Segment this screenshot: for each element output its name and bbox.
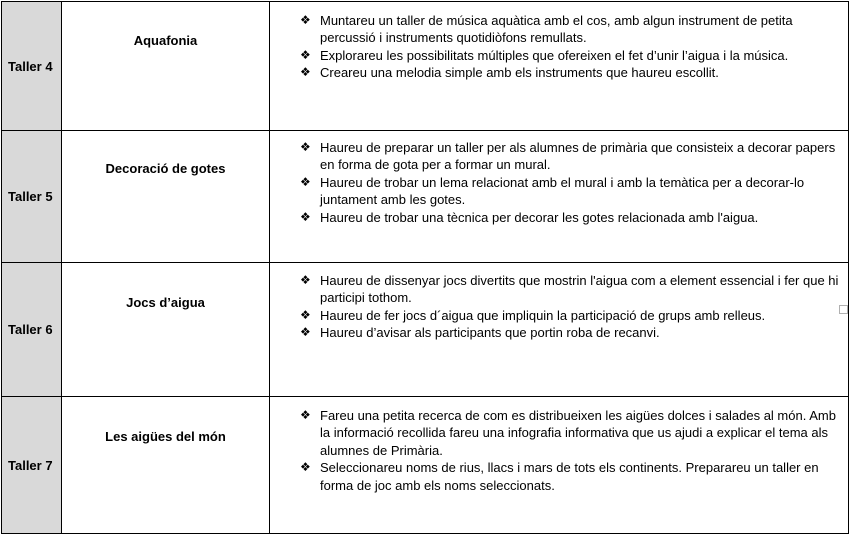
list-item xyxy=(300,407,842,459)
bullet-text: Muntareu un taller de música aquàtica amb el cos, amb algun instrument de petita percussió i instruments quotidiòfons remullats. xyxy=(320,13,793,46)
diamond-bullet-icon: ❖ xyxy=(300,325,311,340)
workshop-id: Taller 7 xyxy=(2,397,62,534)
workshop-title: Jocs d’aigua xyxy=(62,263,270,397)
bullet-text: Haureu de preparar un taller per als alumnes de primària que consisteix a decorar papers en forma de gota per a formar un mural. xyxy=(320,140,836,173)
diamond-bullet-icon: ❖ xyxy=(300,174,311,189)
bullet-list xyxy=(300,139,842,226)
workshop-title: Les aigües del món xyxy=(62,397,270,534)
bullet-text: Haureu de trobar un lema relacionat amb el mural i amb la temàtica per a decorar-lo juntament amb les gotes. xyxy=(320,174,805,208)
workshop-id: Taller 5 xyxy=(2,131,62,263)
bullet-text: Fareu una petita recerca de com es distribueixen les aigües dolces i salades al món. Amb la informació recollida fareu una infografia informativa que us ajudi a explicar el tema als alumnes de Primària. xyxy=(320,408,836,458)
list-item xyxy=(300,307,842,324)
table-row xyxy=(2,2,849,131)
list-item xyxy=(300,324,842,341)
diamond-bullet-icon: ❖ xyxy=(300,209,311,224)
diamond-bullet-icon: ❖ xyxy=(300,408,311,422)
bullet-list xyxy=(300,12,842,82)
list-item xyxy=(300,139,842,174)
bullet-text: Seleccionareu noms de rius, llacs i mars de tots els continents. Preparareu un taller en forma de joc amb els noms seleccionats. xyxy=(320,460,819,493)
workshop-description xyxy=(270,263,849,397)
workshop-id: Taller 4 xyxy=(2,2,62,131)
bullet-text: Haureu de trobar una tècnica per decorar les gotes relacionada amb l'aigua. xyxy=(320,209,759,225)
workshop-table xyxy=(1,1,849,534)
diamond-bullet-icon: ❖ xyxy=(300,65,311,80)
workshop-title: Aquafonia xyxy=(62,2,270,131)
list-item xyxy=(300,459,842,494)
workshop-description xyxy=(270,131,849,263)
list-item xyxy=(300,174,842,209)
table-row xyxy=(2,131,849,263)
diamond-bullet-icon: ❖ xyxy=(300,273,311,287)
bullet-list xyxy=(300,272,842,342)
diamond-bullet-icon: ❖ xyxy=(300,13,311,27)
list-item xyxy=(300,209,842,226)
list-item xyxy=(300,272,842,307)
bullet-text: Haureu de fer jocs d´aigua que impliquin la participació de grups amb relleus. xyxy=(320,307,766,323)
workshop-description xyxy=(270,2,849,131)
table-row xyxy=(2,263,849,397)
bullet-text: Creareu una melodia simple amb els instruments que haureu escollit. xyxy=(320,65,719,81)
bullet-list xyxy=(300,407,842,494)
list-item xyxy=(300,64,842,81)
cell-resize-handle-icon[interactable] xyxy=(839,305,848,314)
bullet-text: Haureu de dissenyar jocs divertits que mostrin l'aigua com a element essencial i fer que hi participi tothom. xyxy=(320,273,839,306)
table-row xyxy=(2,397,849,534)
diamond-bullet-icon: ❖ xyxy=(300,47,311,62)
diamond-bullet-icon: ❖ xyxy=(300,140,311,154)
workshop-id: Taller 6 xyxy=(2,263,62,397)
diamond-bullet-icon: ❖ xyxy=(300,460,311,475)
list-item xyxy=(300,47,842,64)
workshop-description[interactable] xyxy=(270,397,849,534)
bullet-text: Explorareu les possibilitats múltiples que ofereixen el fet d’unir l’aigua i la música. xyxy=(320,47,789,63)
workshop-title: Decoració de gotes xyxy=(62,131,270,263)
diamond-bullet-icon: ❖ xyxy=(300,307,311,322)
list-item xyxy=(300,12,842,47)
bullet-text: Haureu d’avisar als participants que portin roba de recanvi. xyxy=(320,325,660,341)
